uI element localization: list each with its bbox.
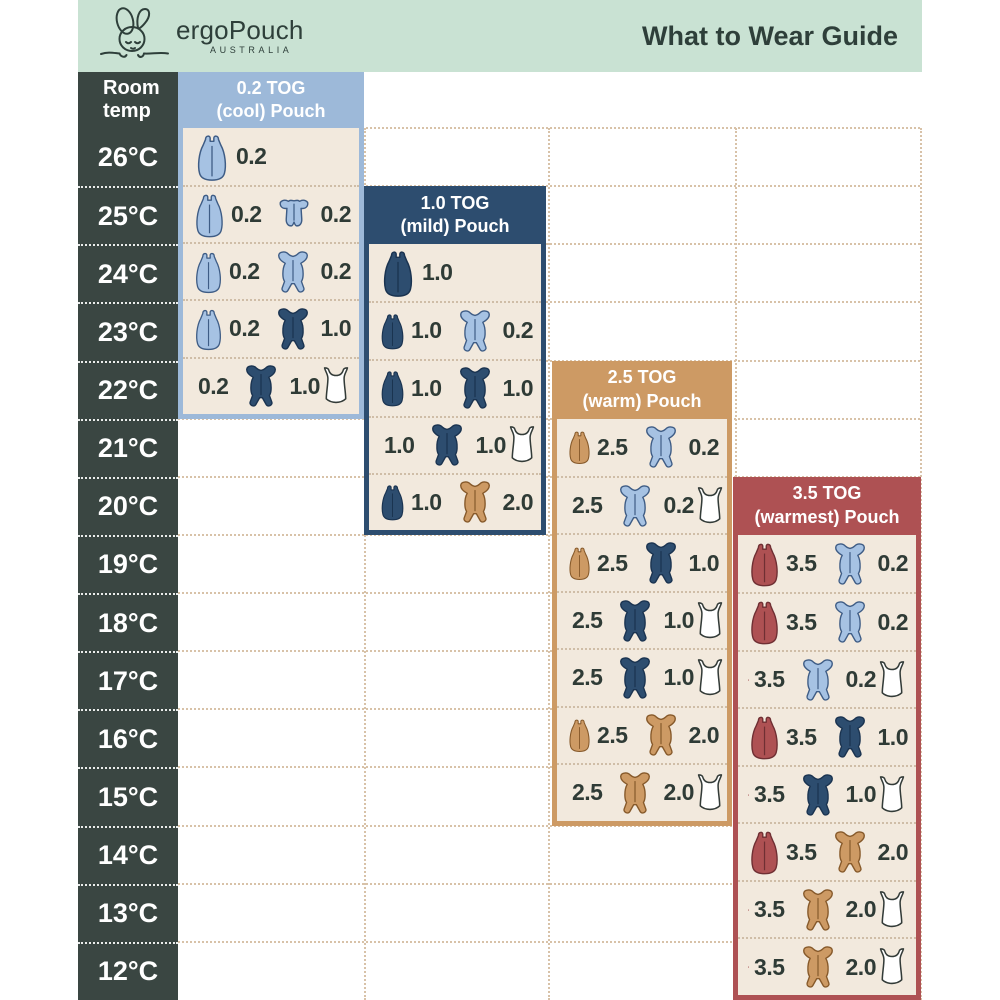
singlet-icon (876, 775, 908, 815)
footed-onesie-icon (452, 309, 498, 353)
garment-tog-value: 1.0 (688, 549, 719, 576)
footed-onesie-icon (270, 307, 316, 351)
garment-tog-value: 0.2 (320, 201, 351, 228)
footed-onesie-icon (795, 658, 841, 702)
footed-onesie-icon (827, 600, 873, 644)
footed-onesie-icon (452, 480, 498, 524)
brand-logo (98, 6, 304, 66)
sleeping-bag-icon (567, 539, 592, 587)
top-bar (78, 0, 922, 72)
bag-tog-value: 1.0 (411, 488, 442, 515)
singlet (694, 601, 726, 641)
bunny-logo-icon (98, 6, 172, 66)
guide-cell (557, 706, 727, 763)
garment (827, 542, 873, 586)
garment (612, 599, 658, 643)
garment (270, 250, 316, 294)
singlet (876, 947, 908, 987)
garment (452, 309, 498, 353)
pouch-title-line1: 2.5 TOG (607, 367, 677, 388)
pouch-column-mild-title (369, 186, 541, 244)
pouch-column-body (738, 535, 916, 995)
sleeping-bag-icon (748, 771, 749, 819)
footed-onesie-icon (795, 773, 841, 817)
temp-label: 14°C (78, 826, 178, 884)
bag-tog-value: 2.5 (597, 433, 628, 460)
guide-cell (369, 359, 541, 416)
guide-cell (557, 533, 727, 590)
temp-label: 26°C (97, 141, 159, 172)
garment-tog-value: 1.0 (663, 664, 694, 691)
page-title: What to Wear Guide (641, 20, 898, 51)
garment-tog-value: 2.0 (845, 896, 876, 923)
pouch-column-warm-title (557, 361, 727, 419)
singlet (694, 486, 726, 526)
guide-cell (738, 650, 916, 708)
room-temp-header-line1: Room (103, 77, 160, 99)
footed-onesie-icon (612, 656, 658, 700)
sleeping-bag-icon (193, 248, 224, 296)
garment-tog-value: 0.2 (877, 550, 908, 577)
temp-label: 17°C (78, 651, 178, 709)
garment (270, 307, 316, 351)
footed-onesie-icon (827, 715, 873, 759)
guide-cell (369, 301, 541, 358)
temp-label: 12°C (78, 942, 178, 1000)
temp-label: 23°C (78, 302, 178, 360)
garment (238, 364, 284, 408)
garment-tog-value: 0.2 (502, 317, 533, 344)
bag-tog-value: 3.5 (786, 838, 817, 865)
grid-line-vertical (548, 128, 550, 1000)
footed-onesie-icon (238, 364, 284, 408)
garment-tog-value: 0.2 (877, 608, 908, 635)
bag-tog-value: 3.5 (754, 666, 785, 693)
guide-cell (183, 185, 359, 242)
footed-onesie-icon (612, 771, 658, 815)
bag-tog-value: 0.2 (236, 143, 267, 170)
brand-name: ergoPouch (176, 15, 304, 45)
sleeping-bag-icon (379, 307, 406, 355)
garment-tog-value: 1.0 (877, 723, 908, 750)
temp-label: 16°C (78, 709, 178, 767)
garment (795, 658, 841, 702)
bag-tog-value: 2.5 (572, 664, 603, 691)
garment-tog-value: 1.0 (845, 781, 876, 808)
garment (424, 423, 470, 467)
garment (795, 945, 841, 989)
garment-tog-value: 1.0 (289, 372, 320, 399)
pouch-title-line1: 1.0 TOG (420, 192, 490, 213)
temp-label: 21°C (78, 419, 178, 477)
sleeping-bag-icon (567, 423, 592, 471)
bag-tog-value: 0.2 (229, 258, 260, 285)
footed-onesie-icon (612, 599, 658, 643)
guide-cell (557, 419, 727, 476)
garment (638, 425, 684, 469)
guide-cell (738, 765, 916, 823)
garment (795, 888, 841, 932)
footed-onesie-icon (424, 423, 470, 467)
guide-cell (369, 244, 541, 301)
bag-tog-value: 0.2 (229, 315, 260, 342)
footed-onesie-icon (827, 830, 873, 874)
pouch-column-warmest (733, 477, 921, 1000)
guide-cell (738, 880, 916, 938)
guide-cell (738, 707, 916, 765)
singlet (876, 775, 908, 815)
short-sleeve-romper-icon (272, 198, 316, 232)
temp-label: 24°C (78, 244, 178, 302)
bag-tog-value: 1.0 (422, 259, 453, 286)
footed-onesie-icon (638, 541, 684, 585)
temp-label: 18°C (78, 593, 178, 651)
bag-tog-value: 3.5 (786, 550, 817, 577)
room-temp-header-line2: temp (103, 100, 151, 122)
sleeping-bag-icon (748, 828, 781, 876)
pouch-title-line1: 0.2 TOG (236, 77, 306, 98)
singlet-icon (694, 658, 726, 698)
sleeping-bag-icon (567, 711, 592, 759)
guide-cell (183, 128, 359, 185)
garment (452, 366, 498, 410)
bag-tog-value: 3.5 (754, 781, 785, 808)
sleeping-bag-icon (193, 191, 226, 239)
guide-cell (557, 476, 727, 533)
singlet (876, 660, 908, 700)
garment (638, 541, 684, 585)
garment (827, 600, 873, 644)
guide-cell (183, 357, 359, 414)
bag-tog-value: 2.5 (572, 492, 603, 519)
garment (612, 484, 658, 528)
pouch-title-line2: (warmest) Pouch (754, 506, 900, 527)
sleeping-bag-icon (748, 943, 749, 991)
garment-tog-value: 2.0 (663, 779, 694, 806)
bag-tog-value: 2.5 (572, 779, 603, 806)
sleeping-bag-icon (379, 249, 417, 297)
bag-tog-value: 3.5 (786, 723, 817, 750)
garment-tog-value: 0.2 (320, 258, 351, 285)
garment-tog-value: 1.0 (475, 431, 506, 458)
pouch-column-body (183, 128, 359, 414)
guide-cell (369, 416, 541, 473)
garment (452, 480, 498, 524)
singlet-icon (320, 366, 352, 406)
pouch-column-warmest-title (738, 477, 916, 535)
temp-label: 19°C (78, 535, 178, 593)
footed-onesie-icon (612, 484, 658, 528)
singlet-icon (694, 773, 726, 813)
pouch-column-cool-title (183, 72, 359, 128)
guide-cell (183, 299, 359, 356)
pouch-column-mild (364, 186, 546, 535)
temp-label: 20°C (78, 477, 178, 535)
sleeping-bag-icon (748, 656, 749, 704)
singlet-icon (876, 890, 908, 930)
sleeping-bag-icon (748, 598, 781, 646)
garment (827, 715, 873, 759)
pouch-title-line2: (cool) Pouch (216, 101, 326, 121)
bag-tog-value: 3.5 (754, 953, 785, 980)
guide-cell (557, 648, 727, 705)
pouch-column-body (369, 244, 541, 530)
bag-tog-value: 2.5 (597, 721, 628, 748)
garment (612, 771, 658, 815)
footed-onesie-icon (270, 250, 316, 294)
footed-onesie-icon (827, 542, 873, 586)
singlet (506, 425, 538, 465)
bag-tog-value: 2.5 (597, 549, 628, 576)
garment-tog-value: 2.0 (502, 488, 533, 515)
temp-label: 25°C (78, 186, 178, 244)
garment-tog-value: 0.2 (845, 666, 876, 693)
sleeping-bag-icon (193, 133, 231, 181)
garment (638, 713, 684, 757)
garment-tog-value: 1.0 (502, 374, 533, 401)
footed-onesie-icon (452, 366, 498, 410)
pouch-column-cool (178, 72, 364, 419)
guide-cell (738, 822, 916, 880)
sleeping-bag-icon (379, 364, 406, 412)
footed-onesie-icon (795, 888, 841, 932)
footed-onesie-icon (638, 425, 684, 469)
sleeping-bag-icon (748, 886, 749, 934)
singlet (320, 366, 352, 406)
sleeping-bag-icon (748, 540, 781, 588)
singlet-icon (876, 947, 908, 987)
footed-onesie-icon (638, 713, 684, 757)
guide-cell (183, 242, 359, 299)
pouch-title-line1: 3.5 TOG (792, 483, 862, 504)
singlet (694, 658, 726, 698)
garment-tog-value: 2.0 (845, 953, 876, 980)
singlet-icon (694, 486, 726, 526)
bag-tog-value: 1.0 (411, 317, 442, 344)
pouch-column-warm (552, 361, 732, 826)
pouch-title-line2: (mild) Pouch (400, 216, 510, 237)
garment (612, 656, 658, 700)
brand-text (176, 17, 304, 55)
temp-label: 15°C (78, 767, 178, 825)
room-temp-header (78, 72, 178, 128)
bag-tog-value: 0.2 (198, 372, 229, 399)
bag-tog-value: 1.0 (411, 374, 442, 401)
sleeping-bag-icon (379, 478, 406, 526)
guide-cell (738, 535, 916, 593)
bag-tog-value: 0.2 (231, 201, 262, 228)
bag-tog-value: 3.5 (786, 608, 817, 635)
garment-tog-value: 1.0 (663, 607, 694, 634)
room-temp-column (78, 72, 178, 1000)
sleeping-bag-icon (748, 713, 781, 761)
guide-cell (557, 763, 727, 820)
pouch-column-body (557, 419, 727, 821)
singlet-icon (506, 425, 538, 465)
singlet (694, 773, 726, 813)
singlet-icon (876, 660, 908, 700)
sleeping-bag-icon (193, 305, 224, 353)
bag-tog-value: 1.0 (384, 431, 415, 458)
guide-cell (738, 592, 916, 650)
guide-cell (369, 473, 541, 530)
garment-tog-value: 0.2 (663, 492, 694, 519)
singlet (876, 890, 908, 930)
garment-tog-value: 0.2 (688, 433, 719, 460)
garment (827, 830, 873, 874)
brand-subtitle: AUSTRALIA (210, 45, 293, 55)
bag-tog-value: 3.5 (754, 896, 785, 923)
garment (795, 773, 841, 817)
guide-cell (557, 591, 727, 648)
guide-cell (738, 937, 916, 995)
singlet-icon (694, 601, 726, 641)
temp-label: 22°C (78, 361, 178, 419)
pouch-title-line2: (warm) Pouch (582, 390, 702, 411)
temp-label: 13°C (78, 884, 178, 942)
garment-tog-value: 2.0 (877, 838, 908, 865)
garment (272, 198, 316, 232)
footed-onesie-icon (795, 945, 841, 989)
garment-tog-value: 2.0 (688, 721, 719, 748)
bag-tog-value: 2.5 (572, 607, 603, 634)
garment-tog-value: 1.0 (320, 315, 351, 342)
